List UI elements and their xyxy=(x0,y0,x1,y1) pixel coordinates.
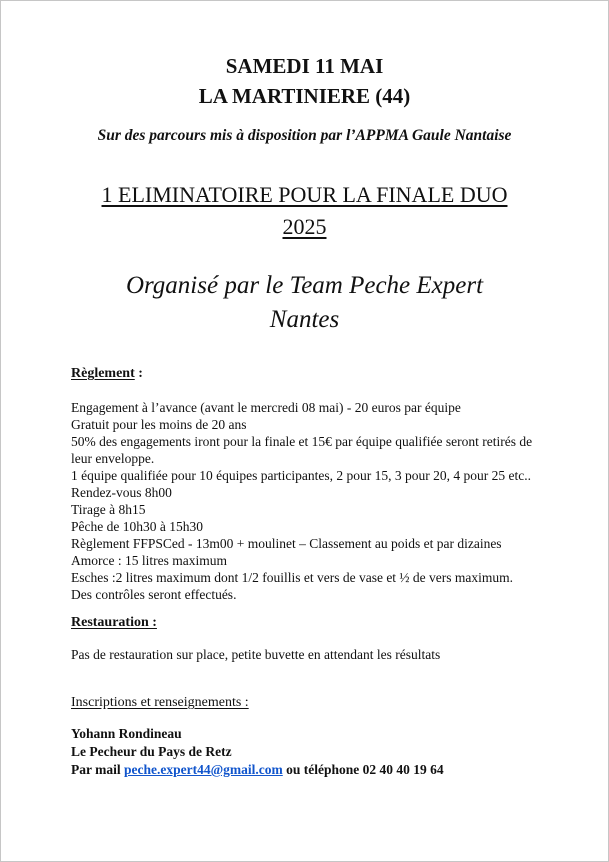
reglement-line: Des contrôles seront effectués. xyxy=(71,587,237,602)
mail-suffix: ou téléphone 02 40 40 19 64 xyxy=(282,762,444,777)
main-title-line1: 1 ELIMINATOIRE POUR LA FINALE DUO xyxy=(101,182,508,207)
reglement-heading: Règlement : xyxy=(71,366,143,381)
reglement-line: Règlement FFPSCed - 13m00 + moulinet – Classement au poids et par dizaines xyxy=(71,536,502,551)
reglement-line: Rendez-vous 8h00 xyxy=(71,485,172,500)
email-link[interactable]: peche.expert44@gmail.com xyxy=(124,762,283,777)
reglement-line: Esches :2 litres maximum dont 1/2 fouillis et vers de vase et ½ de vers maximum. xyxy=(71,570,514,585)
reglement-line: leur enveloppe. xyxy=(71,451,155,466)
contact-name: Yohann Rondineau xyxy=(71,726,182,741)
reglement-line: Amorce : 15 litres maximum xyxy=(71,553,227,568)
contact-organization: Le Pecheur du Pays de Retz xyxy=(71,744,232,759)
reglement-line: Tirage à 8h15 xyxy=(71,502,146,517)
reglement-lines xyxy=(71,399,568,603)
document-body xyxy=(71,365,568,779)
restauration-heading: Restauration : xyxy=(71,615,157,630)
main-title xyxy=(1,179,608,243)
doc-header-location: LA MARTINIERE (44) xyxy=(198,84,411,108)
organizer-line2: Nantes xyxy=(269,306,340,333)
main-title-line2: 2025 xyxy=(282,214,327,239)
organizer-line1: Organisé par le Team Peche Expert xyxy=(125,272,484,299)
inscriptions-heading: Inscriptions et renseignements : xyxy=(71,695,249,710)
restauration-text: Pas de restauration sur place, petite buvette en attendant les résultats xyxy=(71,647,441,662)
reglement-line: Pêche de 10h30 à 15h30 xyxy=(71,519,203,534)
doc-header xyxy=(1,51,608,111)
contact-block xyxy=(71,725,568,779)
doc-header-date: SAMEDI 11 MAI xyxy=(225,54,384,78)
reglement-line: Engagement à l’avance (avant le mercredi 08 mai) - 20 euros par équipe xyxy=(71,400,461,415)
mail-prefix: Par mail xyxy=(71,762,124,777)
reglement-line: 50% des engagements iront pour la finale et 15€ par équipe qualifiée seront retirés de xyxy=(71,434,533,449)
contact-mail-line xyxy=(71,761,568,779)
reglement-line: Gratuit pour les moins de 20 ans xyxy=(71,417,247,432)
organizer-line xyxy=(1,269,608,337)
doc-subtitle: Sur des parcours mis à disposition par l’APPMA Gaule Nantaise xyxy=(97,127,512,144)
reglement-line: 1 équipe qualifiée pour 10 équipes participantes, 2 pour 15, 3 pour 20, 4 pour 25 etc.. xyxy=(71,468,532,483)
